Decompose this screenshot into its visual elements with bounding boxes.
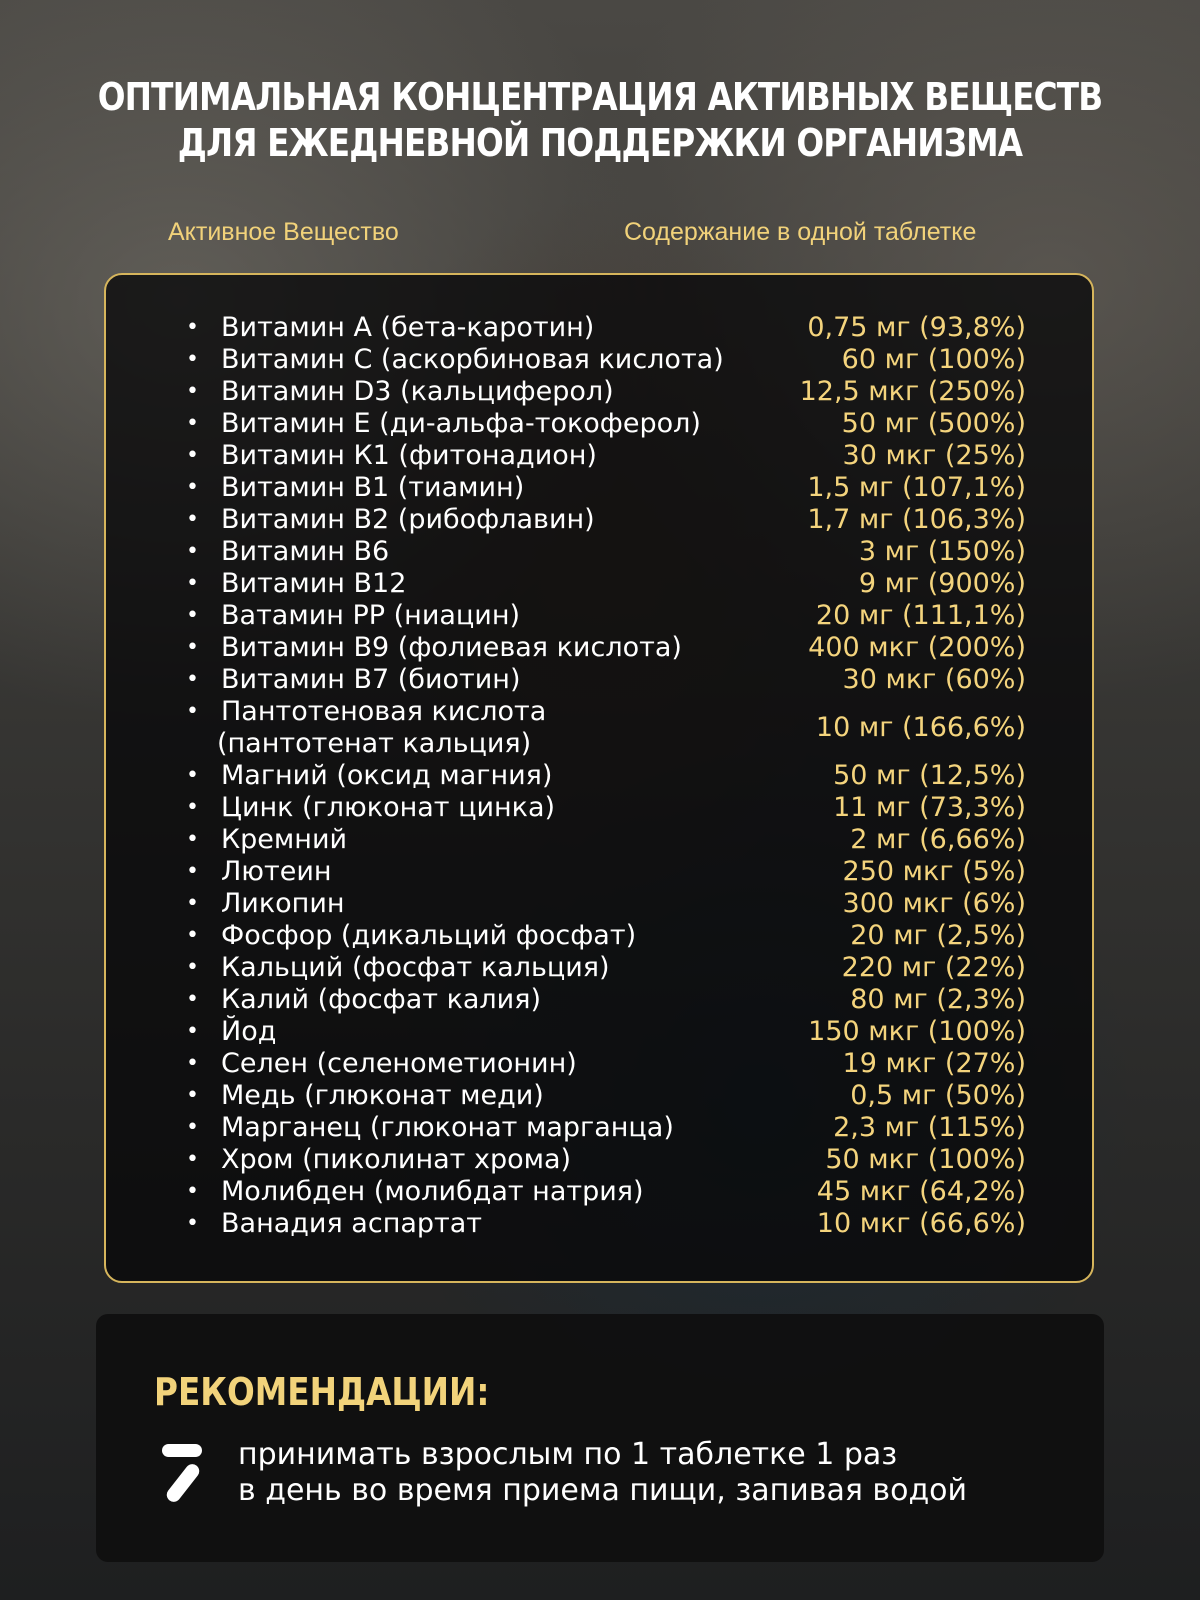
ingredient-row xyxy=(186,1048,1026,1080)
bullet-icon: • xyxy=(186,699,199,724)
ingredient-row xyxy=(186,984,1026,1016)
ingredient-amount: 1,5 мг (107,1%) xyxy=(807,472,1026,503)
ingredient-amount: 30 мкг (25%) xyxy=(842,440,1026,471)
ingredient-amount: 11 мг (73,3%) xyxy=(833,792,1026,823)
ingredient-row xyxy=(186,664,1026,696)
page-title xyxy=(84,74,1116,166)
bullet-icon: • xyxy=(186,539,199,564)
ingredient-amount: 220 мг (22%) xyxy=(841,952,1026,983)
ingredient-row xyxy=(186,632,1026,664)
ingredient-row xyxy=(186,408,1026,440)
bullet-icon: • xyxy=(186,603,199,628)
ingredient-name: Витамин В7 (биотин) xyxy=(221,664,521,695)
ingredient-row xyxy=(186,824,1026,856)
column-header-substance: Активное Вещество xyxy=(168,218,399,246)
ingredient-name-line-1: Пантотеновая кислота xyxy=(221,696,547,727)
ingredient-name: Молибден (молибдат натрия) xyxy=(221,1176,644,1207)
ingredient-row xyxy=(186,1208,1026,1240)
ingredient-amount: 50 мг (500%) xyxy=(841,408,1026,439)
ingredient-amount: 20 мг (2,5%) xyxy=(850,920,1026,951)
ingredient-name: Витамин В1 (тиамин) xyxy=(221,472,525,503)
ingredient-amount: 19 мкг (27%) xyxy=(842,1048,1026,1079)
bullet-icon: • xyxy=(186,347,199,372)
ingredient-row xyxy=(186,440,1026,472)
ingredient-row xyxy=(186,568,1026,600)
bullet-icon: • xyxy=(186,635,199,660)
ingredient-name: Витамин D3 (кальциферол) xyxy=(221,376,614,407)
ingredient-amount: 300 мкг (6%) xyxy=(842,888,1026,919)
bullet-icon: • xyxy=(186,1083,199,1108)
ingredient-row xyxy=(186,696,1026,760)
bullet-icon: • xyxy=(186,315,199,340)
recommendations-line-1: принимать взрослым по 1 таблетке 1 раз xyxy=(238,1437,898,1472)
bullet-icon: • xyxy=(186,379,199,404)
ingredient-row xyxy=(186,1080,1026,1112)
recommendations-text xyxy=(238,1437,967,1509)
bullet-icon: • xyxy=(186,1211,199,1236)
ingredient-name: Цинк (глюконат цинка) xyxy=(221,792,556,823)
ingredient-amount: 30 мкг (60%) xyxy=(842,664,1026,695)
recommendations-title: РЕКОМЕНДАЦИИ: xyxy=(154,1370,490,1414)
bullet-icon: • xyxy=(186,1019,199,1044)
bullet-icon: • xyxy=(186,859,199,884)
ingredient-name: Витамин С (аскорбиновая кислота) xyxy=(221,344,724,375)
recommendations-line-2: в день во время приема пищи, запивая водой xyxy=(238,1473,968,1508)
ingredient-name: Фосфор (дикальций фосфат) xyxy=(221,920,637,951)
ingredient-name: Ванадия аспартат xyxy=(221,1208,483,1239)
ingredient-name: Селен (селенометионин) xyxy=(221,1048,577,1079)
ingredient-row xyxy=(186,1112,1026,1144)
ingredient-name xyxy=(217,696,816,760)
bullet-icon: • xyxy=(186,795,199,820)
ingredient-amount: 3 мг (150%) xyxy=(858,536,1026,567)
ingredient-name: Марганец (глюконат марганца) xyxy=(221,1112,674,1143)
ingredient-name-line-2: (пантотенат кальция) xyxy=(217,728,532,759)
ingredient-row xyxy=(186,888,1026,920)
ingredient-row xyxy=(186,1016,1026,1048)
ingredient-row xyxy=(186,1144,1026,1176)
ingredient-amount: 60 мг (100%) xyxy=(841,344,1026,375)
ingredient-amount: 10 мг (166,6%) xyxy=(815,712,1026,743)
ingredient-amount: 1,7 мг (106,3%) xyxy=(807,504,1026,535)
ingredient-row xyxy=(186,472,1026,504)
bullet-icon: • xyxy=(186,475,199,500)
ingredient-name: Витамин В9 (фолиевая кислота) xyxy=(221,632,682,663)
ingredient-name: Калий (фосфат калия) xyxy=(221,984,542,1015)
ingredient-amount: 12,5 мкг (250%) xyxy=(799,376,1026,407)
title-line-1: ОПТИМАЛЬНАЯ КОНЦЕНТРАЦИЯ АКТИВНЫХ ВЕЩЕСТВ xyxy=(97,75,1103,119)
ingredient-name: Йод xyxy=(221,1016,277,1047)
ingredient-name: Медь (глюконат меди) xyxy=(221,1080,544,1111)
ingredient-amount: 250 мкг (5%) xyxy=(842,856,1026,887)
bullet-icon: • xyxy=(186,443,199,468)
ingredient-name: Лютеин xyxy=(221,856,332,887)
ingredient-name: Магний (оксид магния) xyxy=(221,760,553,791)
ingredient-amount: 80 мг (2,3%) xyxy=(850,984,1026,1015)
bullet-icon: • xyxy=(186,827,199,852)
ingredient-amount: 2,3 мг (115%) xyxy=(833,1112,1026,1143)
ingredient-amount: 150 мкг (100%) xyxy=(808,1016,1026,1047)
ingredient-name: Витамин В2 (рибофлавин) xyxy=(221,504,595,535)
ingredient-row xyxy=(186,792,1026,824)
ingredient-name: Ватамин РР (ниацин) xyxy=(221,600,521,631)
ingredient-name: Витамин В12 xyxy=(221,568,407,599)
ingredient-amount: 10 мкг (66,6%) xyxy=(816,1208,1026,1239)
ingredient-name: Ликопин xyxy=(221,888,345,919)
bullet-icon: • xyxy=(186,1147,199,1172)
bullet-icon: • xyxy=(186,923,199,948)
ingredient-amount: 0,75 мг (93,8%) xyxy=(807,312,1026,343)
ingredient-name: Хром (пиколинат хрома) xyxy=(221,1144,572,1175)
ingredient-amount: 20 мг (111,1%) xyxy=(815,600,1026,631)
ingredient-name: Витамин В6 xyxy=(221,536,390,567)
ingredient-row xyxy=(186,1176,1026,1208)
bullet-icon: • xyxy=(186,763,199,788)
bullet-icon: • xyxy=(186,1115,199,1140)
ingredient-row xyxy=(186,344,1026,376)
ingredient-row xyxy=(186,376,1026,408)
ingredient-amount: 45 мкг (64,2%) xyxy=(816,1176,1026,1207)
ingredient-amount: 0,5 мг (50%) xyxy=(850,1080,1026,1111)
ingredient-name: Витамин К1 (фитонадион) xyxy=(221,440,597,471)
bullet-icon: • xyxy=(186,571,199,596)
ingredient-name: Кремний xyxy=(221,824,348,855)
bullet-icon: • xyxy=(186,1051,199,1076)
ingredient-amount: 2 мг (6,66%) xyxy=(850,824,1026,855)
ingredient-name: Витамин Е (ди-альфа-токоферол) xyxy=(221,408,701,439)
bullet-icon: • xyxy=(186,1179,199,1204)
bullet-icon: • xyxy=(186,987,199,1012)
bullet-icon: • xyxy=(186,955,199,980)
ingredient-row xyxy=(186,920,1026,952)
pill-icon xyxy=(156,1440,208,1504)
bullet-icon: • xyxy=(186,891,199,916)
bullet-icon: • xyxy=(186,507,199,532)
column-header-content: Содержание в одной таблетке xyxy=(624,218,977,246)
ingredient-row xyxy=(186,760,1026,792)
ingredient-row xyxy=(186,536,1026,568)
ingredient-amount: 50 мкг (100%) xyxy=(825,1144,1026,1175)
ingredients-list xyxy=(186,312,1026,1240)
ingredient-amount: 9 мг (900%) xyxy=(858,568,1026,599)
ingredient-row xyxy=(186,952,1026,984)
ingredient-row xyxy=(186,504,1026,536)
ingredient-name: Кальций (фосфат кальция) xyxy=(221,952,610,983)
ingredient-amount: 400 мкг (200%) xyxy=(808,632,1026,663)
bullet-icon: • xyxy=(186,667,199,692)
ingredient-row xyxy=(186,312,1026,344)
ingredient-row xyxy=(186,600,1026,632)
ingredient-amount: 50 мг (12,5%) xyxy=(833,760,1026,791)
title-line-2: ДЛЯ ЕЖЕДНЕВНОЙ ПОДДЕРЖКИ ОРГАНИЗМА xyxy=(177,121,1023,165)
bullet-icon: • xyxy=(186,411,199,436)
ingredient-name: Витамин А (бета-каротин) xyxy=(221,312,595,343)
ingredient-row xyxy=(186,856,1026,888)
